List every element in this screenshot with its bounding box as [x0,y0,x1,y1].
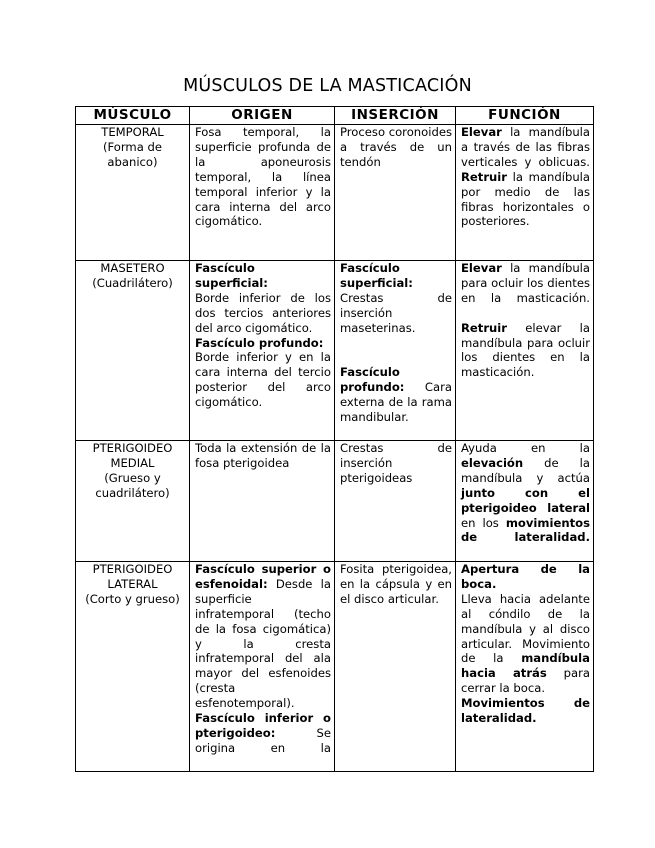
function-span: la mandíbula para ocluir los dientes en la masticación. [461,261,590,305]
insertion-span: Crestas de inserción maseterinas. [340,290,452,335]
function-span: en los [461,515,506,530]
origin-span: Desde la superficie infratemporal (techo de la fosa cigomática) y la cresta infratemporal del ala mayor del esfenoides (cresta esfenotemporal). [195,576,331,711]
function-span: de la mandíbula y actúa [461,455,590,485]
insertion-cell [335,561,456,771]
origin-span: Borde inferior y en la cara interna del tercio posterior del arco cigomático. [195,350,331,410]
origin-cell [190,125,335,261]
insertion-cell [335,261,456,441]
insertion-span: Cara externa de la rama mandibular. [340,380,452,425]
function-span: Ayuda en la [461,440,590,455]
origin-text: Fosa temporal, la superficie profunda de la aponeurosis temporal, la línea temporal inferior y la cara interna del arco cigomático. [195,125,331,229]
function-text [461,562,590,726]
insertion-text [340,365,452,440]
function-bold: Retruir [461,169,507,184]
origin-cell [190,561,335,771]
origin-text [195,711,331,771]
muscle-name: MASETERO [100,261,165,275]
origin-text: Toda la extensión de la fosa pterigoidea [195,440,331,470]
insertion-text: Crestas de inserción pterigoideas [340,440,452,485]
function-text [461,261,590,321]
header-insercion: INSERCIÓN [335,107,456,125]
muscle-cell [76,561,190,771]
origin-bold: Fascículo profundo: [195,335,324,350]
origin-cell [190,261,335,441]
function-bold: Retruir [461,320,507,335]
origin-text [195,261,331,336]
muscle-cell [76,440,190,561]
header-row [76,107,594,125]
muscle-name: PTERIGOIDEO LATERAL [92,561,173,591]
function-span: Lleva hacia adelante al cóndilo de la mandíbula y al disco articular. Movimiento de la [461,591,590,666]
table-row [76,440,594,561]
function-bold: Elevar [461,125,502,139]
insertion-text: Proceso coronoides a través de un tendón [340,125,452,169]
muscle-name: TEMPORAL [101,125,164,139]
function-bold: Movimientos de lateralidad. [461,696,590,726]
table-row [76,561,594,771]
function-span: la mandíbula a través de las fibras verticales y oblicuas. [461,125,590,169]
function-text [461,441,590,560]
origin-bold: Fascículo inferior o pterigoideo: [195,711,331,740]
muscle-description: (Forma de abanico) [102,139,162,169]
table-row [76,125,594,261]
insertion-cell [335,440,456,561]
muscle-description: (Grueso y cuadrilátero) [95,470,170,500]
origin-bold: Fascículo superficial: [195,261,268,290]
header-funcion: FUNCIÓN [456,107,594,125]
function-cell [456,561,594,771]
function-bold: Apertura de la boca. [461,561,590,591]
function-span: para cerrar la boca. [461,666,590,696]
header-musculo: MÚSCULO [76,107,190,125]
function-cell [456,125,594,261]
table-row [76,261,594,441]
function-bold: mandíbula hacia atrás [461,651,590,681]
function-text [461,125,590,244]
function-bold: Elevar [461,261,502,275]
header-origen: ORIGEN [190,107,335,125]
origin-span: Se origina en la [195,725,331,755]
function-cell [456,440,594,561]
page-title: MÚSCULOS DE LA MASTICACIÓN [183,76,472,96]
function-bold: junto con el pterigoideo lateral [461,485,590,515]
insertion-text [340,261,452,350]
insertion-bold: Fascículo superficial: [340,261,413,290]
origin-bold: Fascículo superior o esfenoidal: [195,561,331,591]
insertion-bold: Fascículo profundo: [340,365,405,395]
muscle-cell [76,261,190,441]
function-bold: movimientos de lateralidad. [461,515,590,545]
origin-text [195,336,331,411]
muscle-description: (Corto y grueso) [85,591,180,606]
origin-span: Borde inferior de los dos tercios anteriores del arco cigomático. [195,290,331,335]
insertion-text: Fosita pterigoidea, en la cápsula y en el disco articular. [340,561,452,606]
function-cell [456,261,594,441]
origin-text [195,562,331,711]
muscle-description: (Cuadrilátero) [92,275,173,290]
function-bold: elevación [461,455,524,470]
origin-cell [190,440,335,561]
muscles-table [75,106,594,772]
insertion-cell [335,125,456,261]
function-text [461,321,590,396]
function-span: elevar la mandíbula para ocluir los dientes en la masticación. [461,320,590,380]
muscle-name: PTERIGOIDEO MEDIAL [92,440,173,470]
muscle-cell [76,125,190,261]
function-span: la mandíbula por medio de las fibras horizontales o posteriores. [461,169,590,229]
